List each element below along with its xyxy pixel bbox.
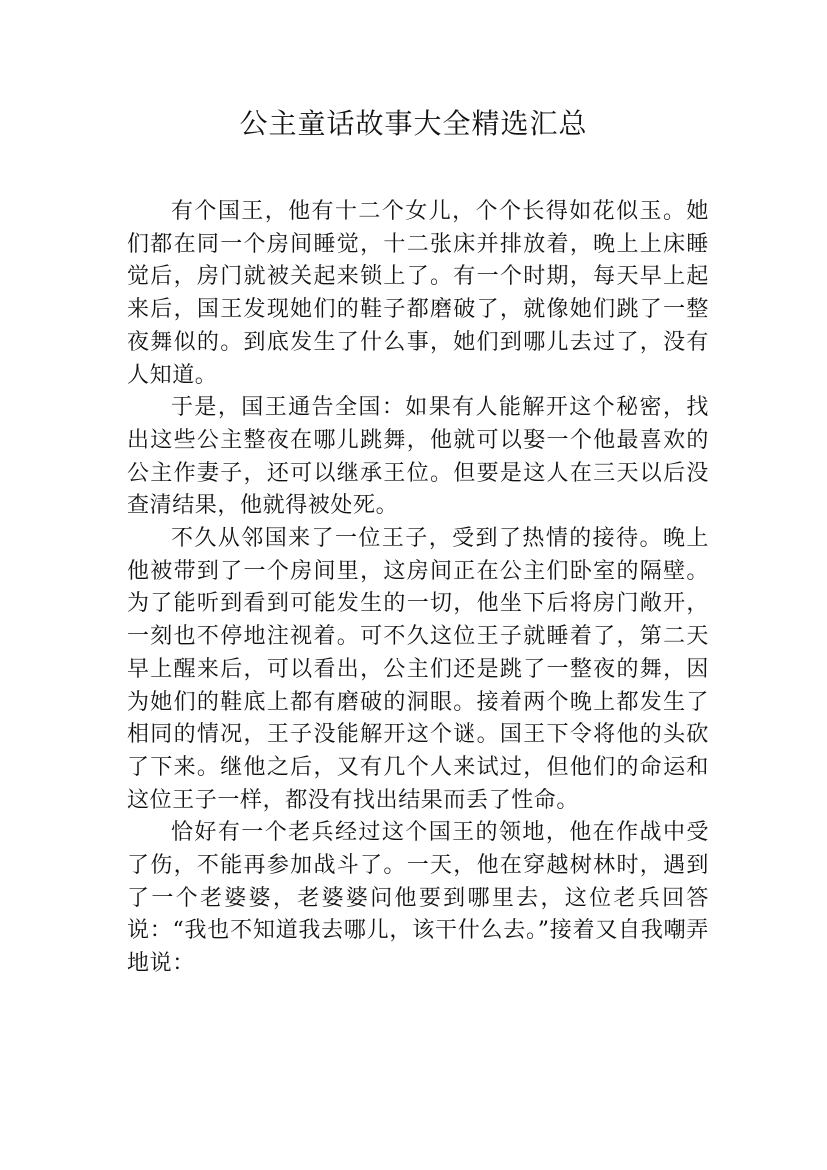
paragraph: 有个国王，他有十二个女儿，个个长得如花似玉。她们都在同一个房间睡觉，十二张床并排放着，晚上上床睡觉后，房门就被关起来锁上了。有一个时期，每天早上起来后，国王发现她们的鞋子都磨破了，就像她们跳了一整夜舞似的。到底发生了什么事，她们到哪儿去过了，没有人知道。 [127, 199, 709, 388]
document-body [127, 196, 709, 981]
paragraph: 恰好有一个老兵经过这个国王的领地，他在作战中受了伤，不能再参加战斗了。一天，他在穿越树林时，遇到了一个老婆婆，老婆婆问他要到哪里去，这位老兵回答说：“我也不知道我去哪儿，该干什么去。”接着又自我嘲弄地说： [127, 820, 709, 977]
paragraph: 于是，国王通告全国：如果有人能解开这个秘密，找出这些公主整夜在哪儿跳舞，他就可以娶一个他最喜欢的公主作妻子，还可以继承王位。但要是这人在三天以后没查清结果，他就得被处死。 [127, 395, 709, 519]
document-title: 公主童话故事大全精选汇总 [239, 107, 588, 140]
paragraph: 不久从邻国来了一位王子，受到了热情的接待。晚上他被带到了一个房间里，这房间正在公主们卧室的隔壁。为了能听到看到可能发生的一切，他坐下后将房门敞开，一刻也不停地注视着。可不久这位王子就睡着了，第二天早上醒来后，可以看出，公主们还是跳了一整夜的舞，因为她们的鞋底上都有磨破的洞眼。接着两个晚上都发生了相同的情况，王子没能解开这个谜。国王下令将他的头砍了下来。继他之后，又有几个人来试过，但他们的命运和这位王子一样，都没有找出结果而丢了性命。 [127, 526, 709, 813]
